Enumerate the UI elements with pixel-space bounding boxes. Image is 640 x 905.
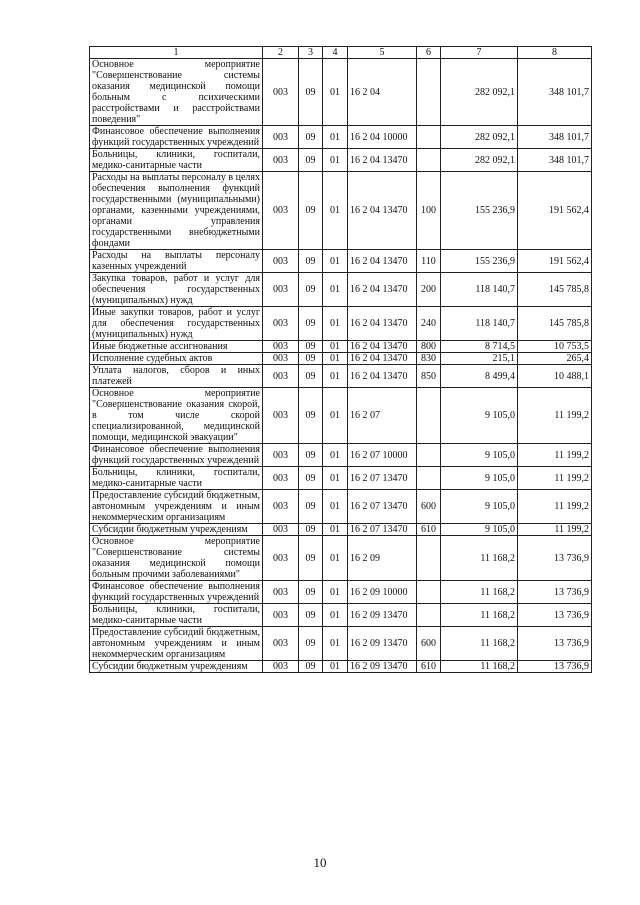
cell-col-8: 13 736,9 (518, 536, 592, 581)
cell-col-5: 16 2 09 13470 (348, 661, 417, 673)
cell-col-7: 8 714,5 (441, 341, 518, 353)
cell-col-2: 003 (263, 388, 299, 444)
cell-col-4: 01 (323, 627, 348, 661)
table-row (90, 444, 592, 467)
cell-col-8: 11 199,2 (518, 524, 592, 536)
cell-col-6: 610 (417, 661, 441, 673)
cell-col-2: 003 (263, 604, 299, 627)
cell-col-4: 01 (323, 536, 348, 581)
cell-col-8: 11 199,2 (518, 467, 592, 490)
cell-col-3: 09 (299, 490, 323, 524)
cell-col-5: 16 2 04 13470 (348, 250, 417, 273)
cell-col-7: 9 105,0 (441, 467, 518, 490)
row-name: Иные бюджетные ассигнования (90, 341, 263, 353)
cell-col-4: 01 (323, 273, 348, 307)
cell-col-7: 9 105,0 (441, 444, 518, 467)
cell-col-3: 09 (299, 172, 323, 250)
cell-col-3: 09 (299, 604, 323, 627)
cell-col-7: 11 168,2 (441, 627, 518, 661)
cell-col-2: 003 (263, 172, 299, 250)
cell-col-6 (417, 581, 441, 604)
cell-col-3: 09 (299, 149, 323, 172)
col-header-7: 7 (441, 47, 518, 59)
cell-col-2: 003 (263, 627, 299, 661)
cell-col-8: 348 101,7 (518, 59, 592, 126)
cell-col-5: 16 2 07 10000 (348, 444, 417, 467)
table-row (90, 353, 592, 365)
cell-col-2: 003 (263, 149, 299, 172)
row-name: Больницы, клиники, госпитали, медико-санитарные части (90, 467, 263, 490)
table-row (90, 273, 592, 307)
table-row (90, 604, 592, 627)
cell-col-2: 003 (263, 581, 299, 604)
cell-col-8: 348 101,7 (518, 149, 592, 172)
cell-col-7: 155 236,9 (441, 172, 518, 250)
cell-col-8: 10 753,5 (518, 341, 592, 353)
col-header-2: 2 (263, 47, 299, 59)
cell-col-8: 11 199,2 (518, 490, 592, 524)
row-name: Основное мероприятие "Совершенствование системы оказания медицинской помощи больным прочими заболеваниями" (90, 536, 263, 581)
cell-col-7: 9 105,0 (441, 524, 518, 536)
cell-col-5: 16 2 09 13470 (348, 604, 417, 627)
cell-col-2: 003 (263, 59, 299, 126)
row-name: Основное мероприятие "Совершенствование системы оказания медицинской помощи больным с психическими расстройствами и расстройствами поведения" (90, 59, 263, 126)
cell-col-4: 01 (323, 661, 348, 673)
cell-col-6: 850 (417, 365, 441, 388)
cell-col-3: 09 (299, 273, 323, 307)
row-name: Финансовое обеспечение выполнения функций государственных учреждений (90, 444, 263, 467)
cell-col-5: 16 2 07 13470 (348, 524, 417, 536)
cell-col-4: 01 (323, 388, 348, 444)
table-row (90, 59, 592, 126)
cell-col-7: 118 140,7 (441, 307, 518, 341)
table-row (90, 490, 592, 524)
cell-col-3: 09 (299, 388, 323, 444)
table-row (90, 536, 592, 581)
col-header-8: 8 (518, 47, 592, 59)
cell-col-3: 09 (299, 581, 323, 604)
table-row (90, 388, 592, 444)
cell-col-3: 09 (299, 536, 323, 581)
cell-col-6: 110 (417, 250, 441, 273)
header-row (90, 47, 592, 59)
cell-col-8: 348 101,7 (518, 126, 592, 149)
cell-col-7: 118 140,7 (441, 273, 518, 307)
cell-col-6: 200 (417, 273, 441, 307)
cell-col-6 (417, 444, 441, 467)
cell-col-4: 01 (323, 490, 348, 524)
cell-col-2: 003 (263, 126, 299, 149)
cell-col-8: 10 488,1 (518, 365, 592, 388)
cell-col-5: 16 2 04 13470 (348, 341, 417, 353)
row-name: Расходы на выплаты персоналу в целях обеспечения выполнения функций государственными (муниципальными) органами, казенными учреждениями, органами управления государственными внебюджетными фондами (90, 172, 263, 250)
cell-col-3: 09 (299, 59, 323, 126)
cell-col-7: 11 168,2 (441, 661, 518, 673)
table-body (90, 59, 592, 673)
cell-col-8: 11 199,2 (518, 388, 592, 444)
cell-col-3: 09 (299, 524, 323, 536)
cell-col-5: 16 2 09 10000 (348, 581, 417, 604)
cell-col-5: 16 2 04 13470 (348, 273, 417, 307)
table-row (90, 307, 592, 341)
row-name: Закупка товаров, работ и услуг для обеспечения государственных (муниципальных) нужд (90, 273, 263, 307)
cell-col-6: 100 (417, 172, 441, 250)
cell-col-6 (417, 149, 441, 172)
cell-col-3: 09 (299, 250, 323, 273)
table-row (90, 172, 592, 250)
cell-col-8: 11 199,2 (518, 444, 592, 467)
page-number: 10 (313, 855, 327, 870)
row-name: Основное мероприятие "Совершенствование оказания скорой, в том числе скорой специализированной, медицинской помощи, медицинской эвакуации" (90, 388, 263, 444)
row-name: Субсидии бюджетным учреждениям (90, 661, 263, 673)
row-name: Уплата налогов, сборов и иных платежей (90, 365, 263, 388)
cell-col-5: 16 2 04 13470 (348, 149, 417, 172)
cell-col-6 (417, 604, 441, 627)
cell-col-7: 282 092,1 (441, 126, 518, 149)
cell-col-5: 16 2 04 (348, 59, 417, 126)
cell-col-4: 01 (323, 581, 348, 604)
cell-col-5: 16 2 04 10000 (348, 126, 417, 149)
cell-col-3: 09 (299, 627, 323, 661)
table-row (90, 365, 592, 388)
table-row (90, 661, 592, 673)
col-header-4: 4 (323, 47, 348, 59)
cell-col-4: 01 (323, 250, 348, 273)
table-row (90, 126, 592, 149)
cell-col-5: 16 2 07 13470 (348, 490, 417, 524)
cell-col-7: 11 168,2 (441, 604, 518, 627)
cell-col-6: 800 (417, 341, 441, 353)
cell-col-2: 003 (263, 661, 299, 673)
cell-col-4: 01 (323, 149, 348, 172)
cell-col-4: 01 (323, 524, 348, 536)
cell-col-3: 09 (299, 341, 323, 353)
cell-col-2: 003 (263, 524, 299, 536)
cell-col-5: 16 2 04 13470 (348, 307, 417, 341)
cell-col-6: 600 (417, 490, 441, 524)
cell-col-2: 003 (263, 250, 299, 273)
cell-col-3: 09 (299, 467, 323, 490)
cell-col-2: 003 (263, 444, 299, 467)
cell-col-4: 01 (323, 467, 348, 490)
cell-col-6 (417, 126, 441, 149)
cell-col-5: 16 2 04 13470 (348, 353, 417, 365)
row-name: Больницы, клиники, госпитали, медико-санитарные части (90, 149, 263, 172)
col-header-1: 1 (90, 47, 263, 59)
cell-col-7: 9 105,0 (441, 388, 518, 444)
cell-col-7: 282 092,1 (441, 149, 518, 172)
table-row (90, 250, 592, 273)
cell-col-6: 830 (417, 353, 441, 365)
cell-col-4: 01 (323, 172, 348, 250)
row-name: Иные закупки товаров, работ и услуг для обеспечения государственных (муниципальных) нужд (90, 307, 263, 341)
cell-col-7: 215,1 (441, 353, 518, 365)
cell-col-3: 09 (299, 353, 323, 365)
cell-col-2: 003 (263, 353, 299, 365)
cell-col-7: 8 499,4 (441, 365, 518, 388)
cell-col-8: 13 736,9 (518, 581, 592, 604)
row-name: Субсидии бюджетным учреждениям (90, 524, 263, 536)
cell-col-2: 003 (263, 341, 299, 353)
cell-col-4: 01 (323, 341, 348, 353)
row-name: Финансовое обеспечение выполнения функций государственных учреждений (90, 126, 263, 149)
cell-col-7: 9 105,0 (441, 490, 518, 524)
cell-col-7: 11 168,2 (441, 581, 518, 604)
col-header-5: 5 (348, 47, 417, 59)
row-name: Исполнение судебных актов (90, 353, 263, 365)
cell-col-8: 191 562,4 (518, 172, 592, 250)
cell-col-3: 09 (299, 661, 323, 673)
cell-col-8: 13 736,9 (518, 604, 592, 627)
cell-col-8: 145 785,8 (518, 273, 592, 307)
cell-col-5: 16 2 04 13470 (348, 172, 417, 250)
cell-col-4: 01 (323, 444, 348, 467)
cell-col-8: 13 736,9 (518, 661, 592, 673)
row-name: Больницы, клиники, госпитали, медико-санитарные части (90, 604, 263, 627)
cell-col-5: 16 2 09 (348, 536, 417, 581)
cell-col-7: 155 236,9 (441, 250, 518, 273)
col-header-3: 3 (299, 47, 323, 59)
cell-col-2: 003 (263, 536, 299, 581)
table-row (90, 524, 592, 536)
cell-col-4: 01 (323, 353, 348, 365)
row-name: Предоставление субсидий бюджетным, автономным учреждениям и иным некоммерческим организациям (90, 490, 263, 524)
table-row (90, 581, 592, 604)
cell-col-6 (417, 536, 441, 581)
row-name: Предоставление субсидий бюджетным, автономным учреждениям и иным некоммерческим организациям (90, 627, 263, 661)
cell-col-2: 003 (263, 467, 299, 490)
cell-col-6 (417, 59, 441, 126)
cell-col-6 (417, 388, 441, 444)
cell-col-6 (417, 467, 441, 490)
cell-col-4: 01 (323, 59, 348, 126)
cell-col-2: 003 (263, 307, 299, 341)
cell-col-6: 240 (417, 307, 441, 341)
row-name: Финансовое обеспечение выполнения функций государственных учреждений (90, 581, 263, 604)
cell-col-8: 145 785,8 (518, 307, 592, 341)
table-row (90, 341, 592, 353)
cell-col-8: 13 736,9 (518, 627, 592, 661)
cell-col-4: 01 (323, 126, 348, 149)
cell-col-6: 600 (417, 627, 441, 661)
cell-col-8: 265,4 (518, 353, 592, 365)
cell-col-3: 09 (299, 126, 323, 149)
budget-table (89, 46, 592, 673)
cell-col-4: 01 (323, 365, 348, 388)
cell-col-7: 282 092,1 (441, 59, 518, 126)
table-row (90, 467, 592, 490)
cell-col-5: 16 2 09 13470 (348, 627, 417, 661)
cell-col-4: 01 (323, 604, 348, 627)
cell-col-3: 09 (299, 307, 323, 341)
table-row (90, 149, 592, 172)
cell-col-8: 191 562,4 (518, 250, 592, 273)
cell-col-2: 003 (263, 490, 299, 524)
row-name: Расходы на выплаты персоналу казенных учреждений (90, 250, 263, 273)
cell-col-7: 11 168,2 (441, 536, 518, 581)
cell-col-3: 09 (299, 444, 323, 467)
cell-col-3: 09 (299, 365, 323, 388)
cell-col-5: 16 2 04 13470 (348, 365, 417, 388)
cell-col-4: 01 (323, 307, 348, 341)
cell-col-6: 610 (417, 524, 441, 536)
cell-col-2: 003 (263, 365, 299, 388)
cell-col-2: 003 (263, 273, 299, 307)
col-header-6: 6 (417, 47, 441, 59)
table-row (90, 627, 592, 661)
cell-col-5: 16 2 07 13470 (348, 467, 417, 490)
cell-col-5: 16 2 07 (348, 388, 417, 444)
